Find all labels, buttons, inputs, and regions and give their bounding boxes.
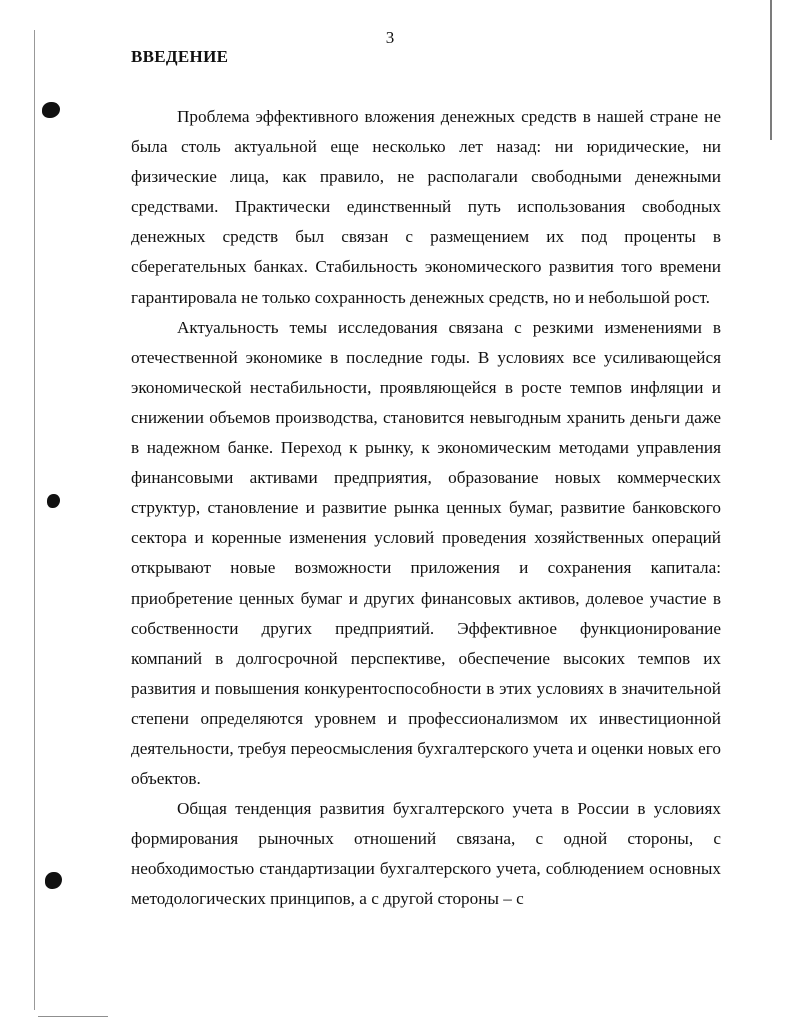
punch-hole-mark: [45, 872, 62, 889]
page-number: 3: [385, 28, 395, 47]
body-text: [131, 102, 721, 915]
scan-right-edge-line: [770, 0, 772, 140]
scan-left-edge-line: [34, 30, 35, 1010]
punch-hole-mark: [47, 494, 60, 508]
scan-bottom-edge-line: [38, 1016, 108, 1017]
paragraph: Актуальность темы исследования связана с резкими изменениями в отечественной экономике в последние годы. В условиях все усиливающейся экономической нестабильности, проявляющейся в росте темпов инфляции и снижении объемов производства, становится невыгодным хранить деньги даже в надежном банке. Переход к рынку, к экономическим методами управления финансовыми активами предприятия, образование новых коммерческих структур, становление и развитие рынка ценных бумаг, развитие банковского сектора и коренные изменения условий проведения хозяйственных операций открывают новые возможности приложения и сохранения капитала: приобретение ценных бумаг и других финансовых активов, долевое участие в собственности других предприятий. Эффективное функционирование компаний в долгосрочной перспективе, обеспечение высоких темпов их развития и повышения конкурентоспособности в этих условиях в значительной степени определяются уровнем и профессионализмом их инвестиционной деятельности, требуя переосмысления бухгалтерского учета и оценки новых его объектов.: [131, 317, 721, 789]
section-heading: ВВЕДЕНИЕ: [131, 47, 229, 66]
paragraph: Проблема эффективного вложения денежных средств в нашей стране не была столь актуальной еще несколько лет назад: ни юридические, ни физические лица, как правило, не располагали свободными денежными средствами. Практически единственный путь использования свободных денежных средств был связан с размещением их под проценты в сберегательных банках. Стабильность экономического развития того времени гарантировала не только сохранность денежных средств, но и небольшой рост.: [131, 107, 721, 307]
punch-hole-mark: [42, 102, 60, 118]
paragraph: Общая тенденция развития бухгалтерского учета в России в условиях формирования рыночных отношений связана, с одной стороны, с необходимостью стандартизации бухгалтерского учета, соблюдением основных методологических принципов, а с другой стороны – с: [131, 799, 721, 909]
